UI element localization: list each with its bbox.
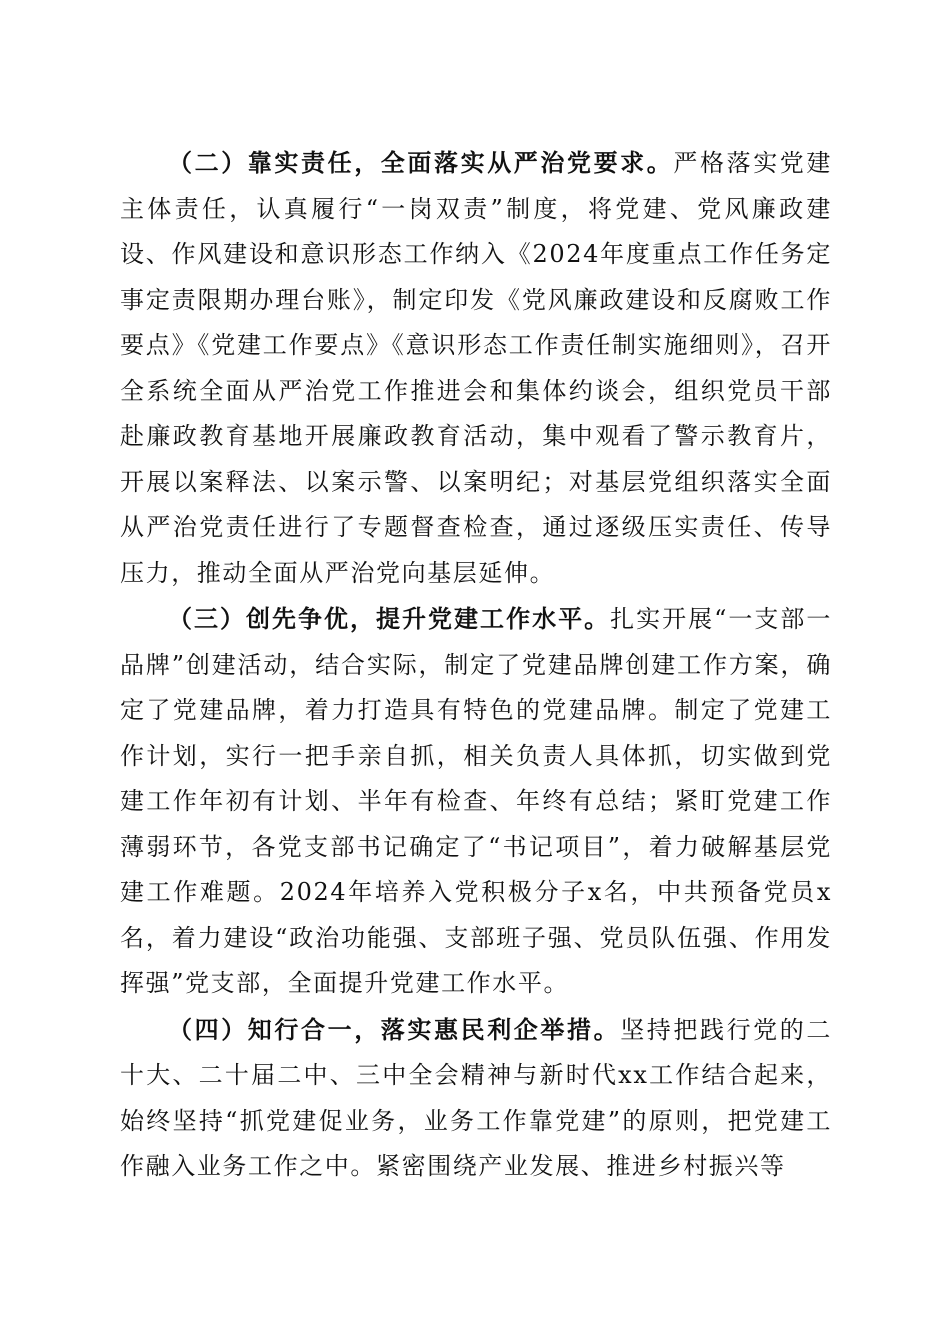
section-text-4: 坚持把践行党的二十大、二十届二中、三中全会精神与新时代xx工作结合起来，始终坚持“抓党建促业务，业务工作靠党建”的原则，把党建工作融入业务工作之中。紧密围绕产业发展、推进乡村振兴等	[120, 1015, 832, 1180]
section-heading-4: （四）知行合一，落实惠民利企举措。	[168, 1014, 621, 1044]
paragraph-2	[120, 140, 832, 596]
section-heading-3: （三）创先争优，提升党建工作水平。	[168, 604, 611, 633]
section-text-2: 严格落实党建主体责任，认真履行“一岗双责”制度，将党建、党风廉政建设、作风建设和意识形态工作纳入《2024年度重点工作任务定事定责限期办理台账》，制定印发《党风廉政建设和反腐败工作要点》《党建工作要点》《意识形态工作责任制实施细则》，召开全系统全面从严治党工作推进会和集体约谈会，组织党员干部赴廉政教育基地开展廉政教育活动，集中观看了警示教育片，开展以案释法、以案示警、以案明纪；对基层党组织落实全面从严治党责任进行了专题督查检查，通过逐级压实责任、传导压力，推动全面从严治党向基层延伸。	[120, 149, 832, 587]
section-heading-2: （二）靠实责任，全面落实从严治党要求。	[168, 148, 674, 177]
paragraph-4	[120, 1007, 832, 1190]
paragraph-3	[120, 596, 832, 1007]
document-body	[120, 140, 832, 1190]
section-text-3: 扎实开展“一支部一品牌”创建活动，结合实际，制定了党建品牌创建工作方案，确定了党建品牌，着力打造具有特色的党建品牌。制定了党建工作计划，实行一把手亲自抓，相关负责人具体抓，切实做到党建工作年初有计划、半年有检查、年终有总结；紧盯党建工作薄弱环节，各党支部书记确定了“书记项目”，着力破解基层党建工作难题。2024年培养入党积极分子x名，中共预备党员x名，着力建设“政治功能强、支部班子强、党员队伍强、作用发挥强”党支部，全面提升党建工作水平。	[120, 605, 833, 997]
